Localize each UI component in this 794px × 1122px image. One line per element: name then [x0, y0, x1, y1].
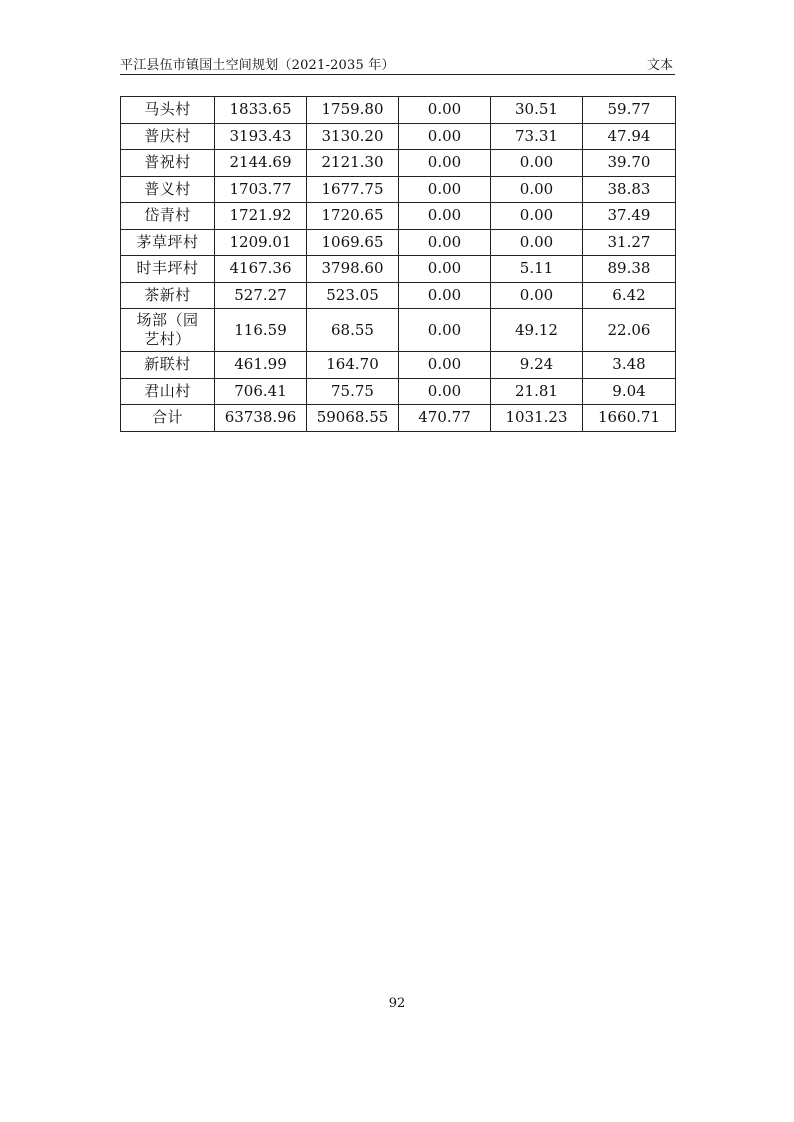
value-cell: 0.00 [399, 150, 491, 177]
value-cell: 2121.30 [307, 150, 399, 177]
village-name-line: 场部（园 [136, 311, 199, 329]
table-row [121, 378, 676, 405]
village-name-cell: 普庆村 [121, 123, 215, 150]
village-name-cell: 时丰坪村 [121, 256, 215, 283]
value-cell: 0.00 [399, 97, 491, 124]
total-value-cell: 63738.96 [215, 405, 307, 432]
village-name-cell: 新联村 [121, 352, 215, 379]
value-cell: 116.59 [215, 309, 307, 352]
value-cell: 527.27 [215, 282, 307, 309]
value-cell: 30.51 [491, 97, 583, 124]
value-cell: 3798.60 [307, 256, 399, 283]
village-name-cell: 普义村 [121, 176, 215, 203]
value-cell: 3.48 [583, 352, 676, 379]
value-cell: 0.00 [399, 176, 491, 203]
village-name-cell [121, 309, 215, 352]
table-row [121, 203, 676, 230]
value-cell: 706.41 [215, 378, 307, 405]
value-cell: 0.00 [491, 282, 583, 309]
value-cell: 1209.01 [215, 229, 307, 256]
total-label-cell: 合计 [121, 405, 215, 432]
village-name-cell: 马头村 [121, 97, 215, 124]
value-cell: 0.00 [399, 378, 491, 405]
value-cell: 75.75 [307, 378, 399, 405]
value-cell: 0.00 [399, 123, 491, 150]
value-cell: 9.24 [491, 352, 583, 379]
value-cell: 47.94 [583, 123, 676, 150]
value-cell: 39.70 [583, 150, 676, 177]
table-row [121, 282, 676, 309]
value-cell: 0.00 [491, 229, 583, 256]
village-name-line: 艺村） [144, 330, 191, 348]
value-cell: 3130.20 [307, 123, 399, 150]
section-label: 文本 [646, 58, 673, 73]
value-cell: 1721.92 [215, 203, 307, 230]
value-cell: 523.05 [307, 282, 399, 309]
value-cell: 37.49 [583, 203, 676, 230]
value-cell: 9.04 [583, 378, 676, 405]
value-cell: 49.12 [491, 309, 583, 352]
table-row [121, 256, 676, 283]
value-cell: 59.77 [583, 97, 676, 124]
value-cell: 0.00 [491, 203, 583, 230]
value-cell: 461.99 [215, 352, 307, 379]
value-cell: 22.06 [583, 309, 676, 352]
table-row [121, 229, 676, 256]
value-cell: 0.00 [399, 203, 491, 230]
table-row [121, 150, 676, 177]
value-cell: 68.55 [307, 309, 399, 352]
value-cell: 1069.65 [307, 229, 399, 256]
value-cell: 6.42 [583, 282, 676, 309]
value-cell: 1703.77 [215, 176, 307, 203]
value-cell: 5.11 [491, 256, 583, 283]
value-cell: 0.00 [399, 309, 491, 352]
village-name-cell: 茶新村 [121, 282, 215, 309]
total-value-cell: 59068.55 [307, 405, 399, 432]
value-cell: 38.83 [583, 176, 676, 203]
value-cell: 1833.65 [215, 97, 307, 124]
page-header [120, 52, 675, 75]
table-row [121, 176, 676, 203]
table-row [121, 123, 676, 150]
table-row [121, 97, 676, 124]
total-value-cell: 1660.71 [583, 405, 676, 432]
village-name-cell: 岱青村 [121, 203, 215, 230]
value-cell: 164.70 [307, 352, 399, 379]
value-cell: 0.00 [399, 256, 491, 283]
value-cell: 2144.69 [215, 150, 307, 177]
value-cell: 1720.65 [307, 203, 399, 230]
land-use-table [120, 96, 676, 432]
page-number: 92 [388, 996, 406, 1011]
total-value-cell: 470.77 [399, 405, 491, 432]
total-value-cell: 1031.23 [491, 405, 583, 432]
value-cell: 89.38 [583, 256, 676, 283]
table-row [121, 352, 676, 379]
value-cell: 73.31 [491, 123, 583, 150]
village-name-cell: 君山村 [121, 378, 215, 405]
value-cell: 0.00 [399, 352, 491, 379]
value-cell: 0.00 [399, 282, 491, 309]
value-cell: 3193.43 [215, 123, 307, 150]
document-title: 平江县伍市镇国土空间规划（2021-2035 年） [120, 58, 395, 73]
value-cell: 0.00 [491, 150, 583, 177]
village-name-cell: 普祝村 [121, 150, 215, 177]
value-cell: 0.00 [491, 176, 583, 203]
total-row [121, 405, 676, 432]
value-cell: 4167.36 [215, 256, 307, 283]
value-cell: 1677.75 [307, 176, 399, 203]
value-cell: 21.81 [491, 378, 583, 405]
value-cell: 0.00 [399, 229, 491, 256]
village-name-cell: 茅草坪村 [121, 229, 215, 256]
value-cell: 31.27 [583, 229, 676, 256]
table-row [121, 309, 676, 352]
value-cell: 1759.80 [307, 97, 399, 124]
